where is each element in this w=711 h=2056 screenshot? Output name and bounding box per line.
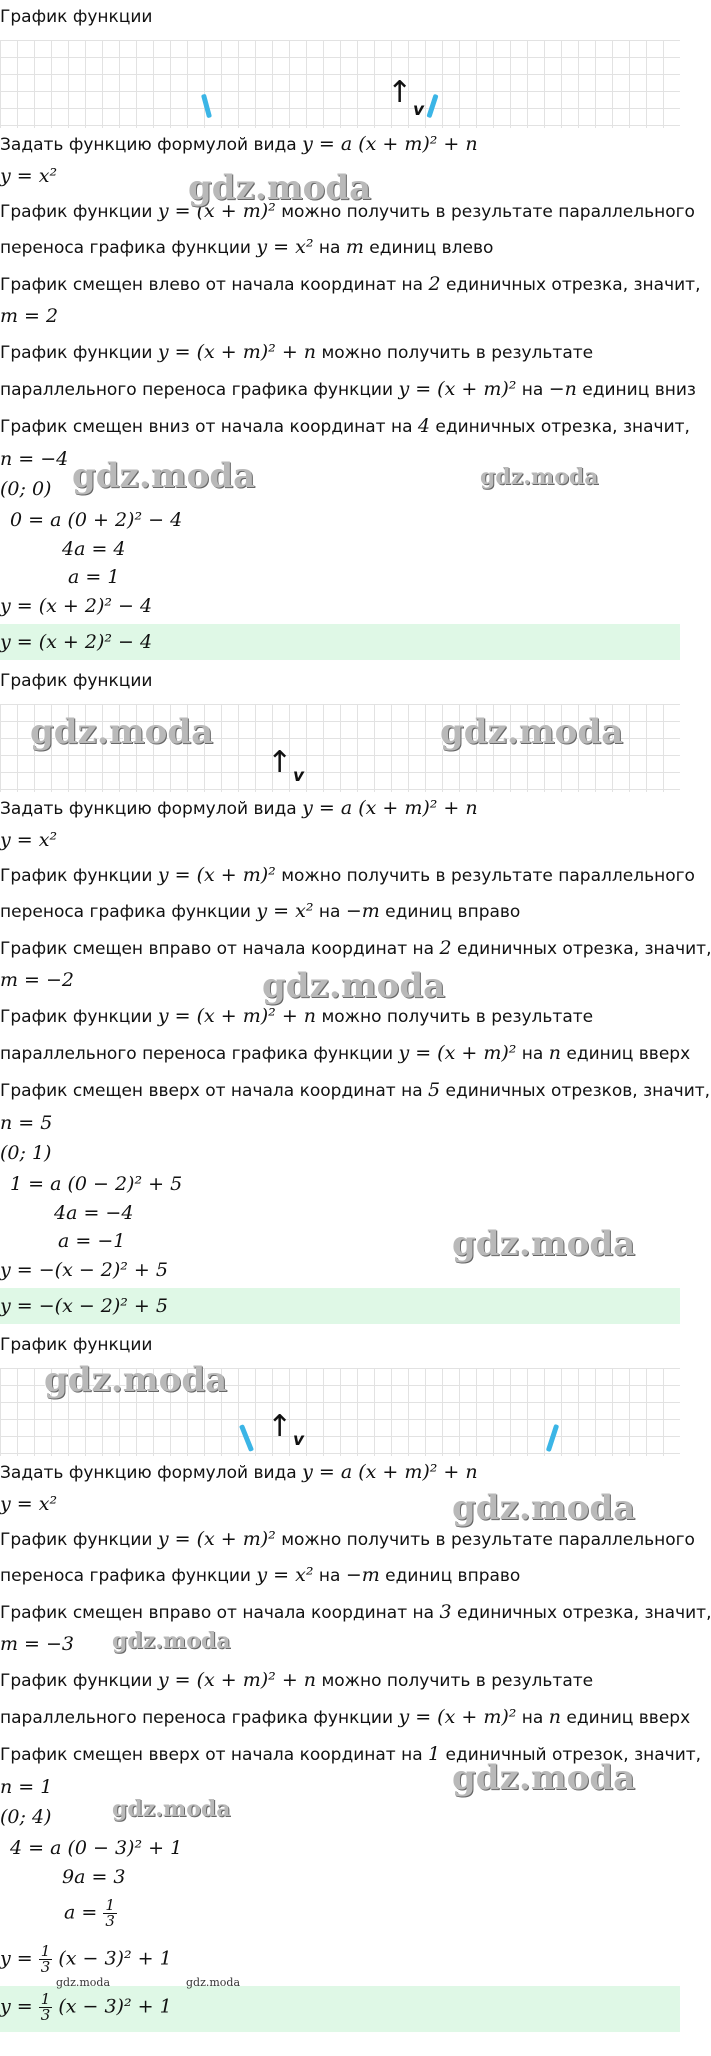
block3-n-value: n = 1: [0, 1776, 53, 1798]
block2-line3: График функции y = (x + m)² + n можно получить в результате: [0, 1005, 594, 1027]
watermark: gdz.moda: [440, 712, 624, 752]
y-axis-arrow-icon: ↑: [267, 1409, 293, 1444]
block1-line2: переноса графика функции y = x² на m единиц влево: [0, 236, 494, 258]
block3-line4: параллельного переноса графика функции y = (x + m)² на n единиц вверх: [0, 1706, 691, 1728]
block1-shift-line: График смещен влево от начала координат на 2 единичных отрезка, значит,: [0, 273, 701, 295]
watermark: gdz.moda: [480, 464, 599, 490]
block2-shift-line: График смещен вправо от начала координат на 2 единичных отрезка, значит,: [0, 937, 711, 959]
watermark: gdz.moda: [262, 966, 446, 1006]
watermark: gdz.moda: [56, 1976, 111, 1989]
block2-eq3: a = −1: [58, 1230, 126, 1252]
watermark: gdz.moda: [188, 168, 372, 208]
block1-n-value: n = −4: [0, 448, 69, 470]
fraction: $\frac{1}{3}$: [40, 1990, 51, 2024]
block3-eq1: 4 = a (0 − 3)² + 1: [10, 1837, 183, 1859]
setup-formula: y = a (x + m)² + n: [302, 133, 478, 155]
block3-base-function: y = x²: [0, 1493, 58, 1515]
block2-setup-line: Задать функцию формулой вида y = a (x + m)² + n: [0, 797, 478, 819]
block2-eq1: 1 = a (0 − 2)² + 5: [10, 1173, 183, 1195]
watermark: gdz.moda: [452, 1758, 636, 1798]
parabola-right-branch: [546, 1424, 559, 1452]
watermark: gdz.moda: [44, 1360, 228, 1400]
block2-answer: y = −(x − 2)² + 5: [0, 1295, 168, 1317]
block2-line4: параллельного переноса графика функции y = (x + m)² на n единиц вверх: [0, 1042, 691, 1064]
block1-line3: График функции y = (x + m)² + n можно получить в результате: [0, 341, 594, 363]
watermark: gdz.moda: [186, 1976, 241, 1989]
block1-m-value: m = 2: [0, 305, 59, 327]
block1-line4: параллельного переноса графика функции y = (x + m)² на −n единиц вниз: [0, 378, 696, 400]
block1-eq3: a = 1: [68, 566, 120, 588]
block2-line2: переноса графика функции y = x² на −m единиц вправо: [0, 900, 521, 922]
fraction: $\frac{1}{3}$: [40, 1942, 51, 1976]
block3-title: График функции: [0, 1335, 153, 1355]
block3-result: y = $\frac{1}{3}$ (x − 3)² + 1: [0, 1942, 172, 1976]
block3-vshift-line: График смещен вверх от начала координат на 1 единичный отрезок, значит,: [0, 1743, 702, 1765]
block3-point: (0; 4): [0, 1806, 52, 1828]
watermark: gdz.moda: [452, 1488, 636, 1528]
block2-vshift-line: График смещен вверх от начала координат на 5 единичных отрезков, значит,: [0, 1079, 711, 1101]
block3-m-value: m = −3: [0, 1633, 75, 1655]
block3-answer: y = $\frac{1}{3}$ (x − 3)² + 1: [0, 1990, 172, 2024]
block3-eq3: a = $\frac{1}{3}$: [64, 1896, 115, 1930]
block3-setup-line: Задать функцию формулой вида y = a (x + m)² + n: [0, 1461, 478, 1483]
block1-line1: График функции y = (x + m)² можно получить в результате параллельного: [0, 200, 695, 222]
block1-answer: y = (x + 2)² − 4: [0, 631, 153, 653]
block1-eq1: 0 = a (0 + 2)² − 4: [10, 509, 183, 531]
fraction: $\frac{1}{3}$: [105, 1896, 115, 1930]
block2-eq2: 4a = −4: [54, 1202, 134, 1224]
block2-title: График функции: [0, 671, 153, 691]
watermark: gdz.moda: [112, 1796, 231, 1822]
block3-eq2: 9a = 3: [62, 1866, 126, 1888]
parabola-left-branch: [201, 94, 212, 118]
block1-result: y = (x + 2)² − 4: [0, 595, 153, 617]
watermark: gdz.moda: [112, 1628, 231, 1654]
axis-label: v: [293, 1430, 305, 1450]
watermark: gdz.moda: [30, 712, 214, 752]
watermark: gdz.moda: [72, 456, 256, 496]
y-axis-arrow-icon: ↑: [387, 75, 413, 110]
block1-base-function: y = x²: [0, 165, 58, 187]
block2-base-function: y = x²: [0, 829, 58, 851]
block3-line2: переноса графика функции y = x² на −m единиц вправо: [0, 1564, 521, 1586]
block1-graph: [0, 40, 680, 128]
block3-line1: График функции y = (x + m)² можно получить в результате параллельного: [0, 1528, 695, 1550]
block1-point: (0; 0): [0, 478, 52, 500]
axis-label: v: [413, 100, 425, 120]
parabola-left-branch: [239, 1424, 254, 1452]
block2-line1: График функции y = (x + m)² можно получить в результате параллельного: [0, 864, 695, 886]
axis-label: v: [293, 766, 305, 786]
block1-eq2: 4a = 4: [62, 538, 126, 560]
setup-text: Задать функцию формулой вида: [0, 135, 297, 155]
block3-line3: График функции y = (x + m)² + n можно получить в результате: [0, 1669, 594, 1691]
block1-setup-line: [0, 132, 478, 156]
y-axis-arrow-icon: ↑: [267, 745, 293, 780]
parabola-right-branch: [426, 94, 438, 118]
block3-shift-line: График смещен вправо от начала координат на 3 единичных отрезка, значит,: [0, 1601, 711, 1623]
block2-m-value: m = −2: [0, 969, 75, 991]
watermark: gdz.moda: [452, 1224, 636, 1264]
block1-title: График функции: [0, 7, 153, 27]
block2-point: (0; 1): [0, 1142, 52, 1164]
block2-n-value: n = 5: [0, 1112, 53, 1134]
block1-vshift-line: График смещен вниз от начала координат на 4 единичных отрезка, значит,: [0, 415, 690, 437]
block2-result: y = −(x − 2)² + 5: [0, 1259, 168, 1281]
